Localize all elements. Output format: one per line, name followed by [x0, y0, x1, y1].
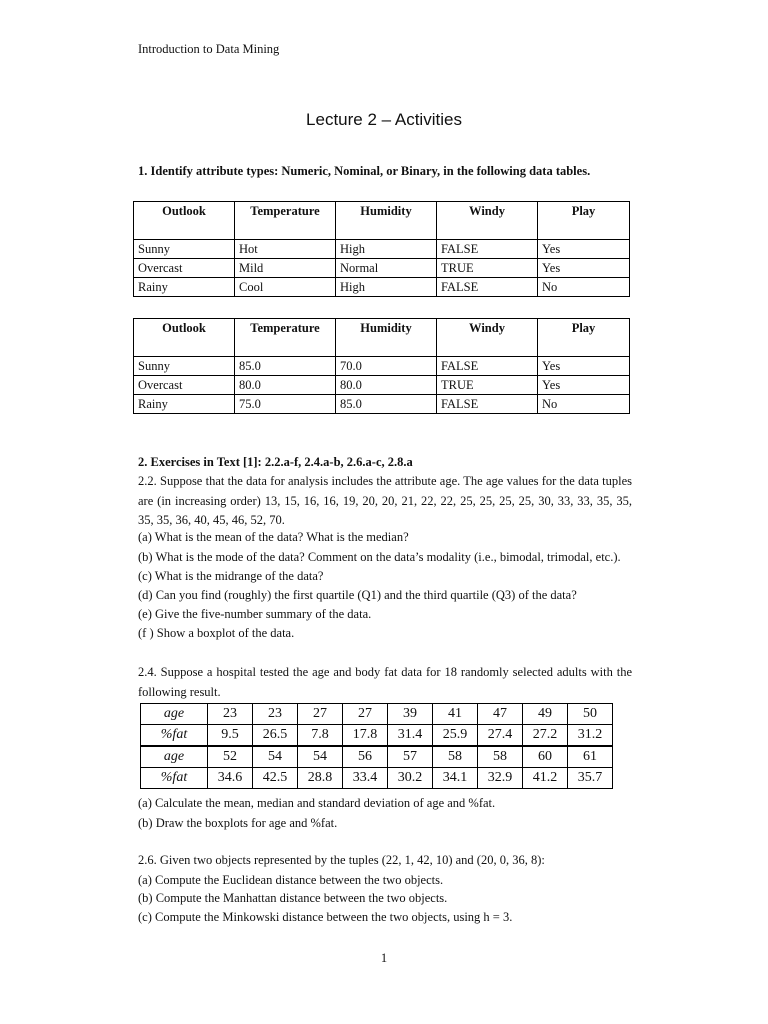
table-cell: 41 — [433, 704, 478, 725]
page-title: Lecture 2 – Activities — [306, 110, 462, 129]
table-cell: TRUE — [437, 376, 538, 395]
column-header: Temperature — [235, 202, 336, 240]
table-cell: Yes — [538, 259, 630, 278]
row-label: %fat — [141, 725, 208, 747]
table-cell: 27 — [343, 704, 388, 725]
numeric-weather-table — [133, 318, 630, 414]
table-cell: 60 — [523, 746, 568, 768]
table-cell: 31.2 — [568, 725, 613, 747]
age-fat-table — [140, 703, 613, 789]
exercise-2-2-item: (b) What is the mode of the data? Comment on the data’s modality (i.e., bimodal, trimodal, etc.). — [138, 550, 621, 564]
table-cell: 56 — [343, 746, 388, 768]
table-row — [141, 746, 613, 768]
table-cell: 75.0 — [235, 395, 336, 414]
column-header: Humidity — [336, 319, 437, 357]
exercise-2-2-item: (a) What is the mean of the data? What is the median? — [138, 530, 409, 544]
table-cell: Normal — [336, 259, 437, 278]
table-row — [134, 376, 630, 395]
table-cell: 54 — [253, 746, 298, 768]
table-cell: 80.0 — [336, 376, 437, 395]
table-cell: 33.4 — [343, 768, 388, 789]
exercise-2-2-item: (f ) Show a boxplot of the data. — [138, 626, 295, 640]
table-cell: 52 — [208, 746, 253, 768]
nominal-weather-table — [133, 201, 630, 297]
table-cell: High — [336, 278, 437, 297]
table-cell: 42.5 — [253, 768, 298, 789]
table-cell: Sunny — [134, 240, 235, 259]
table-cell: 27.4 — [478, 725, 523, 747]
table-cell: No — [538, 395, 630, 414]
table-cell: 47 — [478, 704, 523, 725]
table-cell: High — [336, 240, 437, 259]
table-row — [134, 278, 630, 297]
table-cell: 85.0 — [336, 395, 437, 414]
table-cell: 70.0 — [336, 357, 437, 376]
table-cell: 61 — [568, 746, 613, 768]
table-cell: 57 — [388, 746, 433, 768]
table-cell: 26.5 — [253, 725, 298, 747]
row-label: age — [141, 746, 208, 768]
exercise-2-6-item: (a) Compute the Euclidean distance between the two objects. — [138, 873, 444, 887]
exercise-2-6-item: (c) Compute the Minkowski distance between the two objects, using h = 3. — [138, 910, 513, 924]
table-cell: Rainy — [134, 278, 235, 297]
table-cell: 27 — [298, 704, 343, 725]
table-cell: Cool — [235, 278, 336, 297]
table-cell: 35.7 — [568, 768, 613, 789]
running-header: Introduction to Data Mining — [138, 42, 280, 56]
table-cell: 58 — [478, 746, 523, 768]
table-cell: FALSE — [437, 395, 538, 414]
table-cell: 23 — [208, 704, 253, 725]
exercise-2-2-item: (c) What is the midrange of the data? — [138, 569, 324, 583]
column-header: Outlook — [134, 319, 235, 357]
table-cell: Yes — [538, 376, 630, 395]
table-row — [141, 704, 613, 725]
table-cell: Sunny — [134, 357, 235, 376]
exercise-2-6-prompt: 2.6. Given two objects represented by the tuples (22, 1, 42, 10) and (20, 0, 36, 8): — [138, 853, 545, 867]
table-cell: 34.6 — [208, 768, 253, 789]
table-cell: 23 — [253, 704, 298, 725]
exercise-2-4-item: (a) Calculate the mean, median and standard deviation of age and %fat. — [138, 796, 496, 810]
table-cell: 49 — [523, 704, 568, 725]
column-header: Windy — [437, 319, 538, 357]
table-cell: Rainy — [134, 395, 235, 414]
column-header: Windy — [437, 202, 538, 240]
column-header: Play — [538, 319, 630, 357]
column-header: Outlook — [134, 202, 235, 240]
exercise-2-6-item: (b) Compute the Manhattan distance between the two objects. — [138, 891, 448, 905]
table-cell: FALSE — [437, 278, 538, 297]
table-row — [134, 357, 630, 376]
exercise-2-2-prompt: 2.2. Suppose that the data for analysis includes the attribute age. The age values for the data tuples are (in increasing order) 13, 15, 16, 16, 19, 20, 20, 21, 22, 22, 25, 25, 25, 25, 30, 33, 33, 35, 35, 35, 35, 36, 40, 45, 46, 52, 70. — [138, 474, 632, 527]
table-row — [134, 240, 630, 259]
table-cell: 25.9 — [433, 725, 478, 747]
column-header: Humidity — [336, 202, 437, 240]
table-header-row — [134, 202, 630, 240]
table-cell: 58 — [433, 746, 478, 768]
exercise-2-2-item: (d) Can you find (roughly) the first quartile (Q1) and the third quartile (Q3) of the data? — [138, 588, 577, 602]
table-cell: 34.1 — [433, 768, 478, 789]
row-label: %fat — [141, 768, 208, 789]
table-cell: 54 — [298, 746, 343, 768]
table-header-row — [134, 319, 630, 357]
row-label: age — [141, 704, 208, 725]
table-cell: Overcast — [134, 376, 235, 395]
table-cell: FALSE — [437, 240, 538, 259]
exercise-2-2-item: (e) Give the five-number summary of the data. — [138, 607, 372, 621]
table-cell: Mild — [235, 259, 336, 278]
column-header: Play — [538, 202, 630, 240]
table-cell: TRUE — [437, 259, 538, 278]
table-cell: 27.2 — [523, 725, 568, 747]
table-cell: 50 — [568, 704, 613, 725]
question-1-heading: 1. Identify attribute types: Numeric, Nominal, or Binary, in the following data tables. — [138, 164, 591, 178]
table-cell: Overcast — [134, 259, 235, 278]
table-row — [134, 395, 630, 414]
question-2-heading: 2. Exercises in Text [1]: 2.2.a-f, 2.4.a-b, 2.6.a-c, 2.8.a — [138, 455, 413, 469]
table-cell: 39 — [388, 704, 433, 725]
exercise-2-4-prompt: 2.4. Suppose a hospital tested the age and body fat data for 18 randomly selected adults with the following result. — [138, 665, 632, 699]
table-cell: Hot — [235, 240, 336, 259]
table-row — [134, 259, 630, 278]
page-number: 1 — [380, 951, 388, 965]
table-cell: 28.8 — [298, 768, 343, 789]
table-cell: 17.8 — [343, 725, 388, 747]
table-cell: 31.4 — [388, 725, 433, 747]
exercise-2-4-item: (b) Draw the boxplots for age and %fat. — [138, 816, 338, 830]
table-cell: 32.9 — [478, 768, 523, 789]
table-cell: No — [538, 278, 630, 297]
table-cell: Yes — [538, 240, 630, 259]
table-cell: 85.0 — [235, 357, 336, 376]
table-cell: 7.8 — [298, 725, 343, 747]
table-row — [141, 725, 613, 747]
table-cell: 80.0 — [235, 376, 336, 395]
table-row — [141, 768, 613, 789]
table-cell: 41.2 — [523, 768, 568, 789]
table-cell: 9.5 — [208, 725, 253, 747]
table-cell: 30.2 — [388, 768, 433, 789]
table-cell: FALSE — [437, 357, 538, 376]
table-cell: Yes — [538, 357, 630, 376]
column-header: Temperature — [235, 319, 336, 357]
